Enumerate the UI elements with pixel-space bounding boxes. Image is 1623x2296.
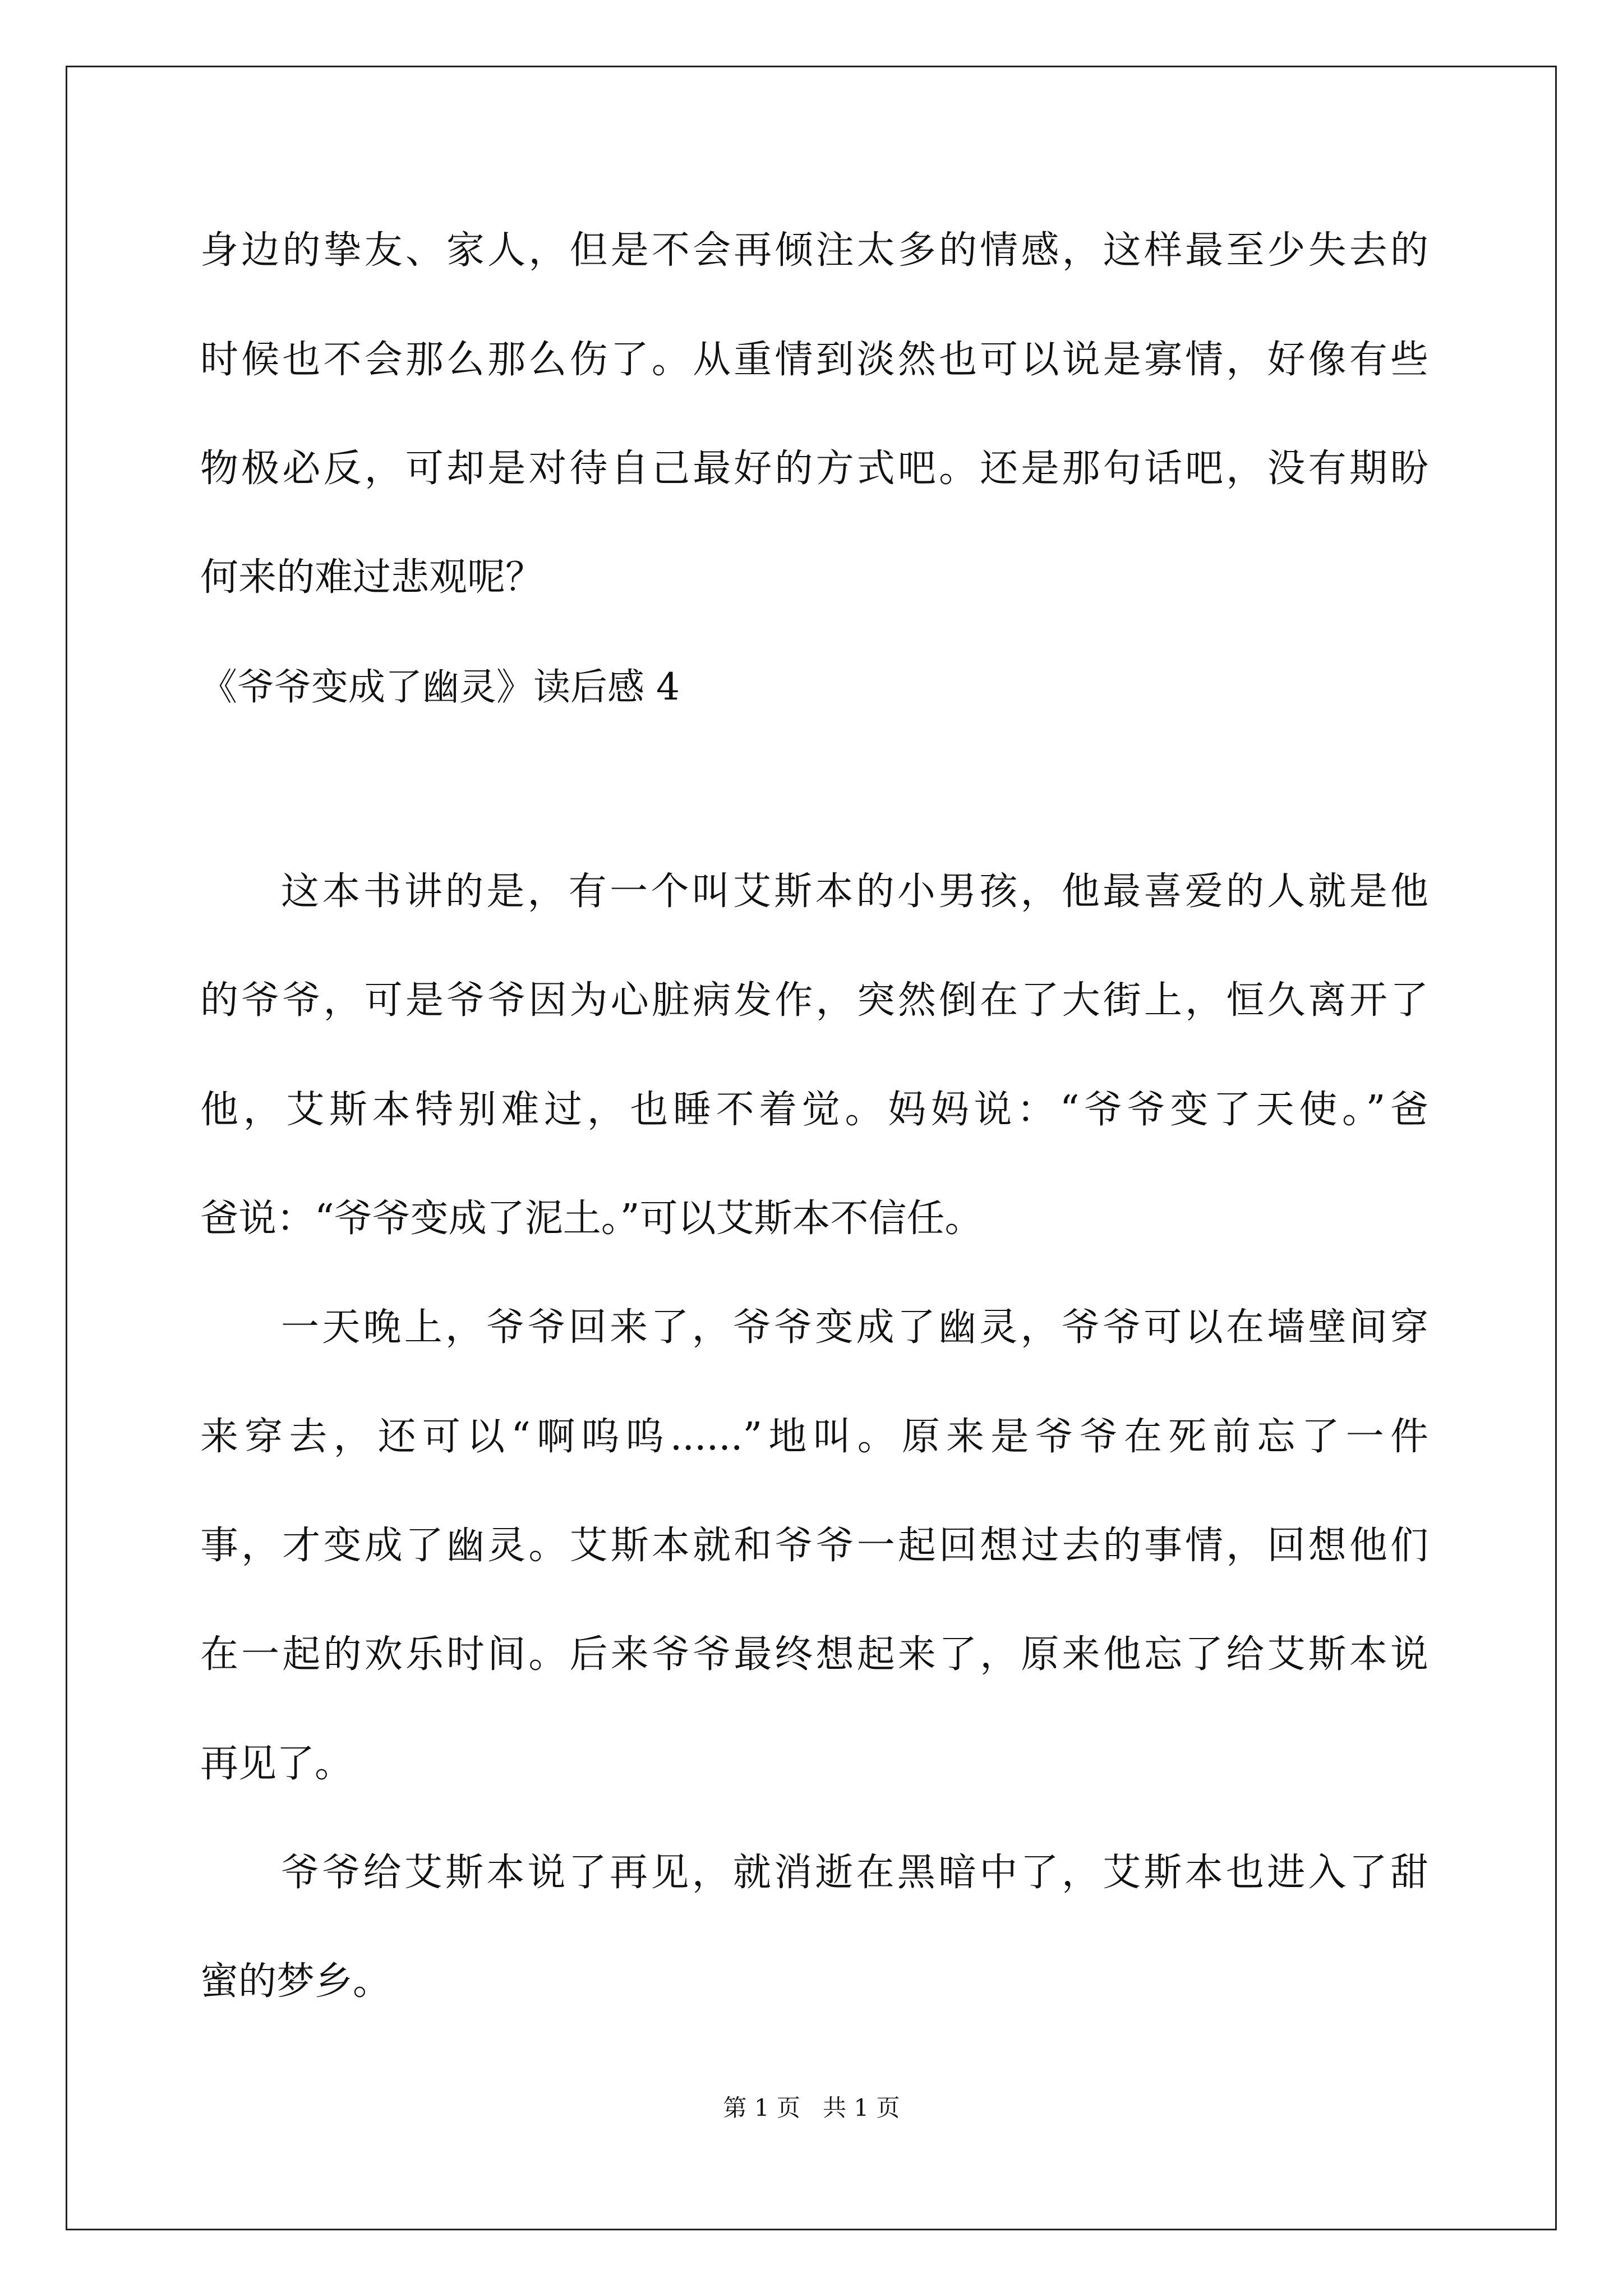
text-line: 在一起的欢乐时间。后来爷爷最终想起来了，原来他忘了给艾斯本说 (200, 1632, 1428, 1677)
text-line: 这本书讲的是，有一个叫艾斯本的小男孩，他最喜爱的人就是他 (281, 869, 1428, 914)
text-line: 的爷爷，可是爷爷因为心脏病发作，突然倒在了大街上，恒久离开了 (200, 978, 1428, 1023)
text-line: 物极必反，可却是对待自己最好的方式吧。还是那句话吧，没有期盼 (200, 447, 1428, 491)
text-line: 爷爷给艾斯本说了再见，就消逝在黑暗中了，艾斯本也进入了甜 (281, 1851, 1428, 1895)
section-heading: 《爷爷变成了幽灵》读后感 4 (200, 665, 680, 708)
text-line: 一天晚上，爷爷回来了，爷爷变成了幽灵，爷爷可以在墙壁间穿 (281, 1305, 1428, 1350)
text-line: 来穿去，还可以“啊呜呜......”地叫。原来是爷爷在死前忘了一件 (200, 1415, 1428, 1459)
text-line: 何来的难过悲观呢？ (200, 555, 544, 600)
text-line: 时候也不会那么那么伤了。从重情到淡然也可以说是寡情，好像有些 (200, 338, 1428, 382)
page-footer: 第 1 页 共 1 页 (723, 2094, 900, 2122)
text-line: 事，才变成了幽灵。艾斯本就和爷爷一起回想过去的事情，回想他们 (200, 1524, 1428, 1568)
text-line: 再见了。 (200, 1742, 353, 1786)
text-line: 蜜的梦乡。 (200, 1959, 391, 2004)
text-line: 他，艾斯本特别难过，也睡不着觉。妈妈说：“爷爷变了天使。”爸 (200, 1088, 1428, 1132)
page-border (66, 66, 1557, 2230)
text-line: 爸说：“爷爷变成了泥土。”可以艾斯本不信任。 (200, 1197, 983, 1241)
text-line: 身边的挚友、家人，但是不会再倾注太多的情感，这样最至少失去的 (200, 228, 1428, 273)
